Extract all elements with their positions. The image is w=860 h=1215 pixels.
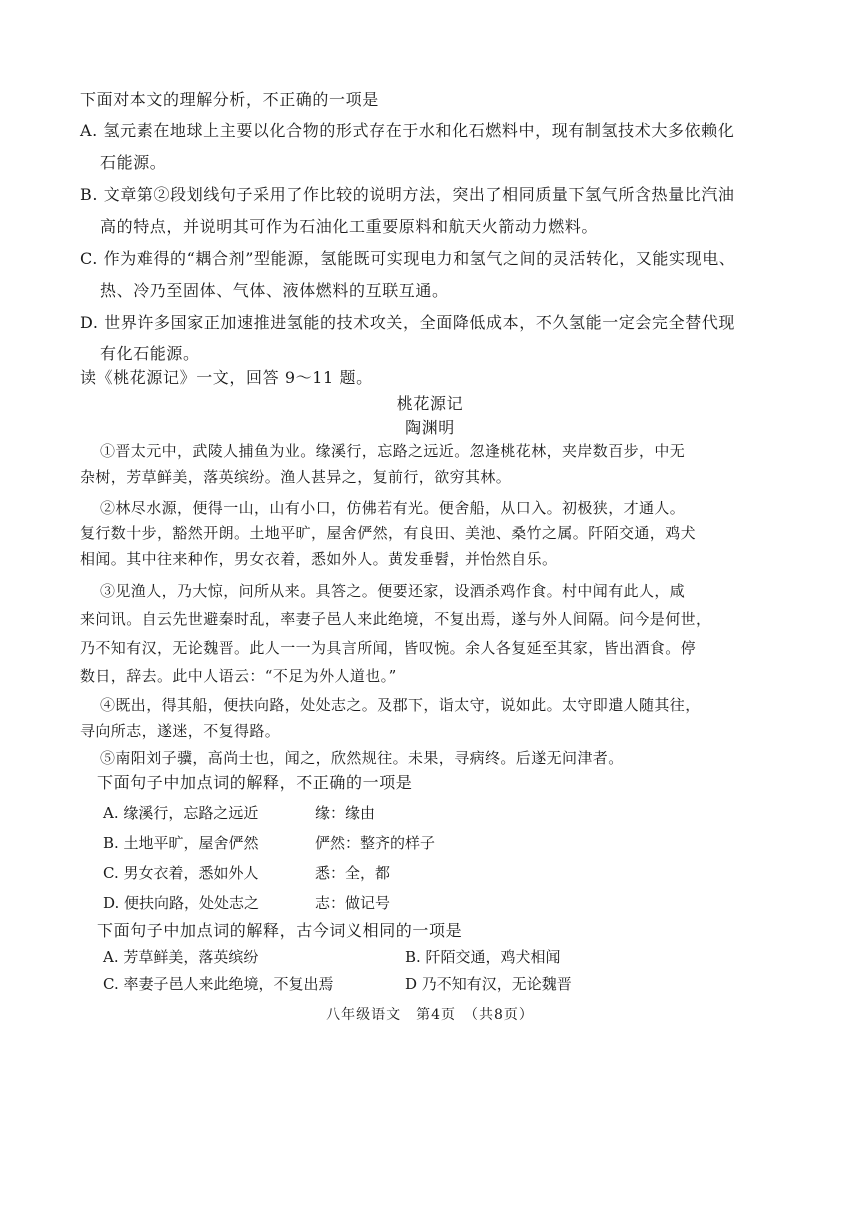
q9-option-b-definition: 俨然：整齐的样子 <box>315 834 436 852</box>
q8-option-b-line1: B. 文章第②段划线句子采用了作比较的说明方法，突出了相同质量下氢气所含热量比汽油 <box>80 185 735 204</box>
q8-option-c-line2: 热、冷乃至固体、气体、液体燃料的互联互通。 <box>100 281 449 300</box>
passage-p3-line1: ③见渔人，乃大惊，问所从来。具答之。便要还家，设酒杀鸡作食。村中闻有此人，咸 <box>100 582 686 600</box>
q9-option-c-definition: 悉：全，都 <box>315 864 391 882</box>
q10-option-d: D 乃不知有汉，无论魏晋 <box>405 975 572 993</box>
passage-p2-line1: ②林尽水源，便得一山，山有小口，仿佛若有光。便舍船，从口入。初极狭，才通人。 <box>100 499 686 517</box>
q10-option-b: B. 阡陌交通，鸡犬相闻 <box>405 948 561 966</box>
q8-option-b-line2: 高的特点，并说明其可作为石油化工重要原料和航天火箭动力燃料。 <box>100 217 599 236</box>
passage-p5-line1: ⑤南阳刘子骥，高尚士也，闻之，欣然规往。未果，寻病终。后遂无问津者。 <box>100 749 624 767</box>
passage-p1-line1: ①晋太元中，武陵人捕鱼为业。缘溪行，忘路之远近。忽逢桃花林，夹岸数百步，中无 <box>100 442 686 460</box>
q8-option-c-line1: C. 作为难得的“耦合剂”型能源，氢能既可实现电力和氢气之间的灵活转化，又能实现电、 <box>80 249 736 268</box>
q9-option-b-sentence: B. 土地平旷，屋舍俨然 <box>103 834 259 852</box>
q9-option-d-definition: 志：做记号 <box>315 894 391 912</box>
passage-title: 桃花源记 <box>396 394 464 413</box>
q9-option-d-sentence: D. 便扶向路，处处志之 <box>103 894 260 912</box>
q9-option-a-sentence: A. 缘溪行，忘路之远近 <box>103 804 259 822</box>
q9-option-c-sentence: C. 男女衣着，悉如外人 <box>103 864 259 882</box>
reading-intro: 读《桃花源记》一文，回答 9～11 题。 <box>80 368 373 387</box>
q9-option-a-definition: 缘：缘由 <box>315 804 376 822</box>
q8-option-a-line1: A. 氢元素在地球上主要以化合物的形式存在于水和化石燃料中，现有制氢技术大多依赖化 <box>80 121 735 140</box>
q9-stem: 下面句子中加点词的解释，不正确的一项是 <box>97 773 413 792</box>
page-footer: 八年级语文 第4页 （共8页） <box>326 1007 534 1023</box>
passage-p1-line2: 杂树，芳草鲜美，落英缤纷。渔人甚异之，复前行，欲穷其林。 <box>80 468 512 486</box>
q8-stem: 下面对本文的理解分析，不正确的一项是 <box>80 90 379 109</box>
passage-p3-line2: 来问讯。自云先世避秦时乱，率妻子邑人来此绝境，不复出焉，遂与外人间隔。问今是何世， <box>80 610 712 628</box>
q8-option-a-line2: 石能源。 <box>100 153 167 172</box>
q8-option-d-line1: D. 世界许多国家正加速推进氢能的技术攻关，全面降低成本，不久氢能一定会完全替代现 <box>80 313 736 332</box>
passage-author: 陶渊明 <box>405 418 455 437</box>
passage-p4-line1: ④既出，得其船，便扶向路，处处志之。及郡下，诣太守，说如此。太守即遣人随其往， <box>100 696 701 714</box>
q10-option-a: A. 芳草鲜美，落英缤纷 <box>103 948 259 966</box>
q10-option-c: C. 率妻子邑人来此绝境，不复出焉 <box>103 975 334 993</box>
passage-p2-line2: 复行数十步，豁然开朗。土地平旷，屋舍俨然，有良田、美池、桑竹之属。阡陌交通，鸡犬 <box>80 524 697 542</box>
passage-p2-line3: 相闻。其中往来种作，男女衣着，悉如外人。黄发垂髫，并怡然自乐。 <box>80 550 558 568</box>
passage-p4-line2: 寻向所志，遂迷，不复得路。 <box>80 722 281 740</box>
q10-stem: 下面句子中加点词的解释，古今词义相同的一项是 <box>97 921 463 940</box>
q8-option-d-line2: 有化石能源。 <box>100 344 200 363</box>
passage-p3-line3: 乃不知有汉，无论魏晋。此人一一为具言所闻，皆叹惋。余人各复延至其家，皆出酒食。停 <box>80 639 697 657</box>
passage-p3-line4: 数日，辞去。此中人语云：“不足为外人道也。” <box>80 667 397 685</box>
